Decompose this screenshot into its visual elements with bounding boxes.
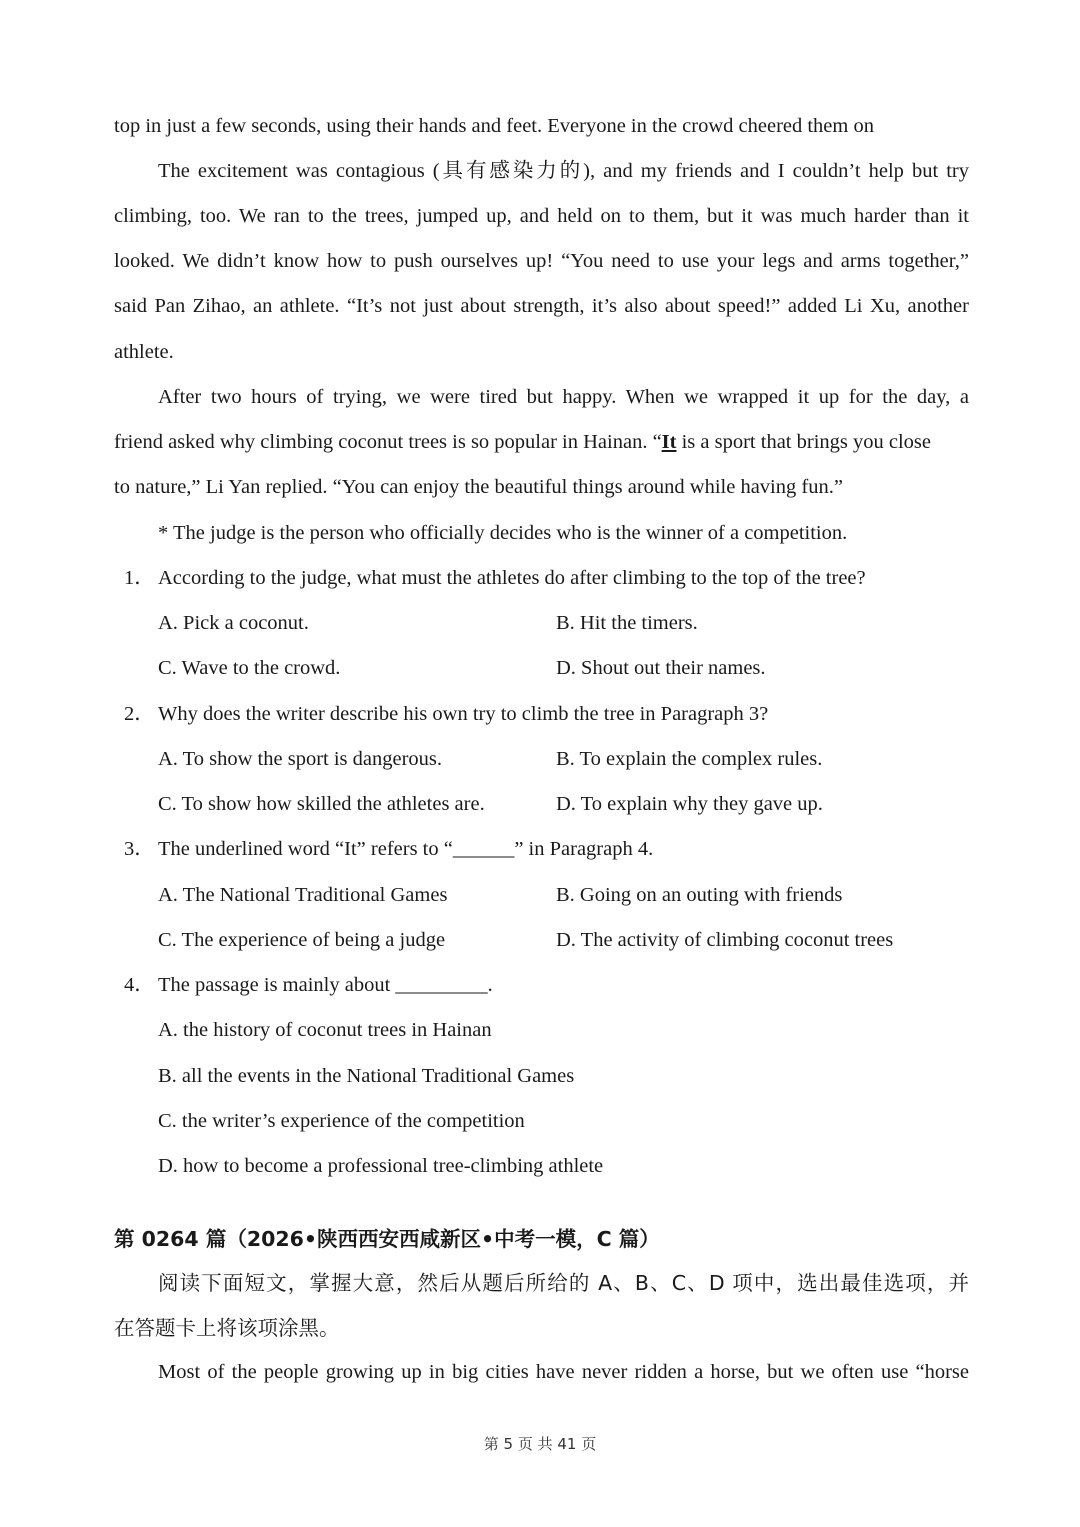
question-text: According to the judge, what must the athletes do after climbing to the top of the tree? xyxy=(158,567,866,589)
option-a: A. Pick a coconut. xyxy=(158,612,309,634)
page-footer: 第 5 页 共 41 页 xyxy=(483,1435,597,1453)
footnote: * The judge is the person who officially decides who is the winner of a competition. xyxy=(158,522,848,544)
question-text: Why does the writer describe his own try to climb the tree in Paragraph 3? xyxy=(158,703,769,725)
passage-line: The excitement was contagious (具有感染力的), and my friends and I couldn’t help but try xyxy=(158,160,969,182)
option-d: D. Shout out their names. xyxy=(556,657,766,679)
passage-line: said Pan Zihao, an athlete. “It’s not just about strength, it’s also about speed!” added Li Xu, another xyxy=(114,295,969,317)
option-c: C. To show how skilled the athletes are. xyxy=(158,793,485,815)
passage-line: After two hours of trying, we were tired but happy. When we wrapped it up for the day, a xyxy=(158,386,969,408)
section-heading: 第 0264 篇（2026•陕西西安西咸新区•中考一模，C 篇） xyxy=(114,1227,660,1251)
passage-line: to nature,” Li Yan replied. “You can enjoy the beautiful things around while having fun.” xyxy=(114,476,843,498)
option-d: D. To explain why they gave up. xyxy=(556,793,823,815)
option-b: B. Hit the timers. xyxy=(556,612,698,634)
option-c: C. Wave to the crowd. xyxy=(158,657,341,679)
passage-line: climbing, too. We ran to the trees, jumped up, and held on to them, but it was much harder than it xyxy=(114,205,969,227)
option-b: B. all the events in the National Traditional Games xyxy=(158,1065,575,1087)
option-c: C. the writer’s experience of the competition xyxy=(158,1110,525,1132)
option-d: D. how to become a professional tree-climbing athlete xyxy=(158,1155,604,1177)
passage-line: looked. We didn’t know how to push ourselves up! “You need to use your legs and arms together,” xyxy=(114,250,969,272)
option-a: A. The National Traditional Games xyxy=(158,884,448,906)
instruction-line: 在答题卡上将该项涂黑。 xyxy=(114,1316,340,1340)
question-text: The underlined word “It” refers to “______” in Paragraph 4. xyxy=(158,838,654,860)
option-b: B. Going on an outing with friends xyxy=(556,884,843,906)
question-number: 2． xyxy=(124,703,155,725)
passage-line: athlete. xyxy=(114,341,174,363)
passage-text: friend asked why climbing coconut trees is so popular in Hainan. “ xyxy=(114,431,662,453)
option-c: C. The experience of being a judge xyxy=(158,929,446,951)
question-number: 4． xyxy=(124,974,155,996)
option-b: B. To explain the complex rules. xyxy=(556,748,823,770)
underlined-word: It xyxy=(661,431,677,453)
passage-line: Most of the people growing up in big cities have never ridden a horse, but we often use “horse xyxy=(158,1361,969,1383)
option-a: A. the history of coconut trees in Hainan xyxy=(158,1019,492,1041)
option-a: A. To show the sport is dangerous. xyxy=(158,748,443,770)
instruction-line: 阅读下面短文，掌握大意，然后从题后所给的 A、B、C、D 项中，选出最佳选项，并 xyxy=(158,1271,969,1295)
passage-line xyxy=(114,427,969,457)
question-number: 3． xyxy=(124,838,155,860)
option-d: D. The activity of climbing coconut trees xyxy=(556,929,894,951)
question-text: The passage is mainly about _________. xyxy=(158,974,493,996)
question-number: 1． xyxy=(124,567,155,589)
passage-line: top in just a few seconds, using their hands and feet. Everyone in the crowd cheered them on xyxy=(114,115,874,137)
passage-text: is a sport that brings you close xyxy=(676,431,931,453)
